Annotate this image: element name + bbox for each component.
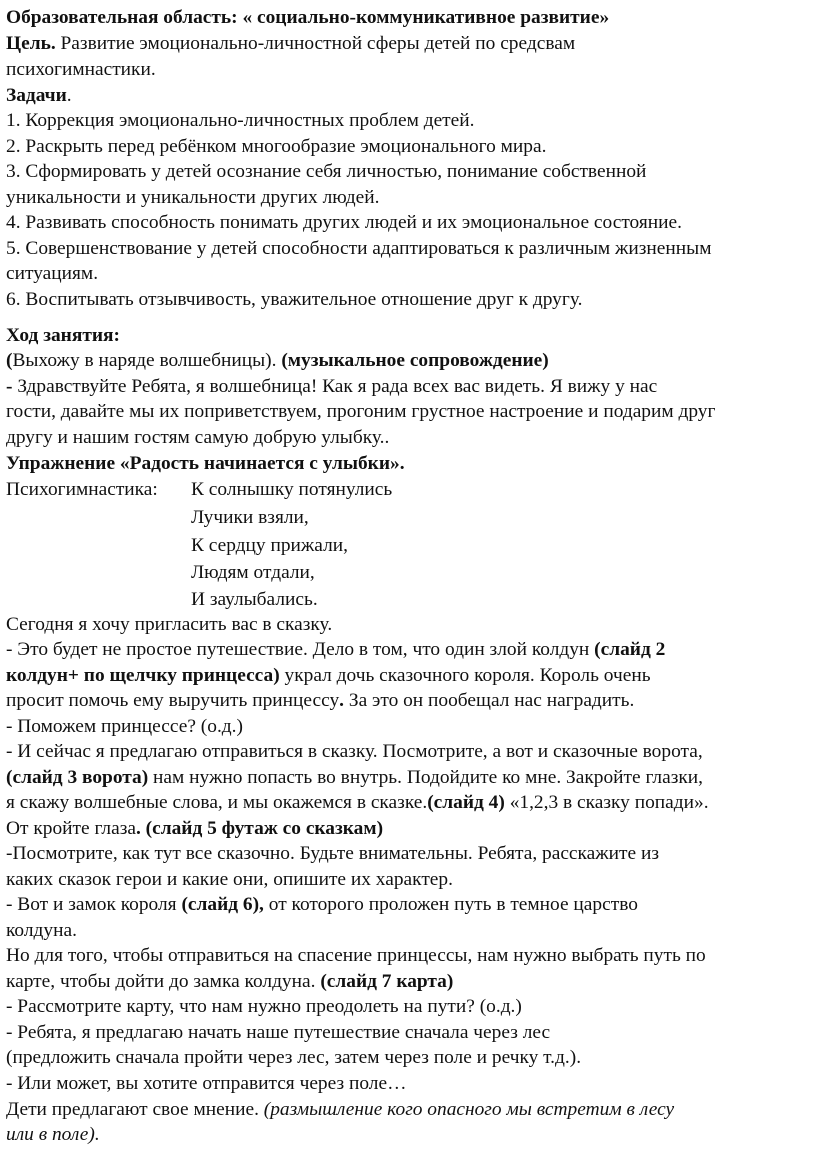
task-item-cont: уникальности и уникальности других людей. <box>6 187 380 208</box>
dash: - <box>6 376 18 397</box>
text: - Это будет не простое путешествие. Дело в том, что один злой колдун <box>6 639 595 660</box>
lesson-line: другу и нашим гостям самую добрую улыбку.. <box>6 427 390 448</box>
italic-note-cont: или в поле). <box>6 1124 100 1145</box>
lesson-line: гости, давайте мы их поприветствуем, прогоним грустное настроение и подарим друг <box>6 401 716 422</box>
paragraph-line <box>6 765 703 791</box>
text: карте, чтобы дойти до замка колдуна. <box>6 971 321 992</box>
slide-note: (слайд 4) <box>427 792 505 813</box>
goal-text-cont: психогимнастики. <box>6 59 156 80</box>
paragraph-line: колдуна. <box>6 920 77 941</box>
paragraph-line: - Или может, вы хотите отправится через поле… <box>6 1073 407 1094</box>
psycho-label: Психогимнастика: <box>6 479 158 500</box>
paragraph-line: - Ребята, я предлагаю начать наше путешествие сначала через лес <box>6 1022 551 1043</box>
task-item: 5. Совершенствование у детей способности адаптироваться к различным жизненным <box>6 238 712 259</box>
task-item: 2. Раскрыть перед ребёнком многообразие эмоционального мира. <box>6 136 547 157</box>
lesson-line <box>6 348 549 374</box>
slide-note: . (слайд 5 футаж со сказкам) <box>135 818 384 839</box>
dot: . <box>339 690 345 711</box>
paragraph-line: -Посмотрите, как тут все сказочно. Будьте внимательны. Ребята, расскажите из <box>6 843 660 864</box>
text: За это он пообещал нас наградить. <box>344 690 635 711</box>
text: нам нужно попасть во внутрь. Подойдите ко мне. Закройте глазки, <box>148 767 704 788</box>
paragraph-line <box>6 637 665 663</box>
lesson-text: Выхожу в наряде волшебницы). <box>12 350 282 371</box>
goal-text: Развитие эмоционально-личностной сферы детей по средсвам <box>55 33 576 54</box>
text: я скажу волшебные слова, и мы окажемся в сказке. <box>6 792 428 813</box>
lesson-title: Ход занятия: <box>6 325 120 346</box>
paragraph-line: - Поможем принцессе? (о.д.) <box>6 716 243 737</box>
exercise-title: Упражнение «Радость начинается с улыбки». <box>6 453 405 474</box>
paragraph-line: Сегодня я хочу пригласить вас в сказку. <box>6 614 333 635</box>
text: От кройте глаза <box>6 818 136 839</box>
paragraph-line <box>6 663 651 689</box>
paren: ( <box>6 350 13 371</box>
text: от которого проложен путь в темное царство <box>263 894 638 915</box>
paragraph-line <box>6 790 709 816</box>
slide-note: (слайд 6), <box>181 894 264 915</box>
poem-line: Людям отдали, <box>191 562 315 583</box>
poem-line: И заулыбались. <box>191 589 318 610</box>
poem-line: К солнышку потянулись <box>191 479 393 500</box>
lesson-text: Здравствуйте Ребята, я волшебница! Как я рада всех вас видеть. Я вижу у нас <box>17 376 658 397</box>
text: «1,2,3 в сказку попади». <box>504 792 709 813</box>
text: Дети предлагают свое мнение. <box>6 1099 264 1120</box>
paragraph-line <box>6 688 634 714</box>
tasks-heading <box>6 83 72 109</box>
educational-area-heading: Образовательная область: « социально-коммуникативное развитие» <box>6 7 610 28</box>
slide-note: колдун+ по щелчку принцесса) <box>6 665 280 686</box>
task-item: 3. Сформировать у детей осознание себя личностью, понимание собственной <box>6 161 647 182</box>
paragraph-line <box>6 1097 674 1123</box>
paragraph-line: (предложить сначала пройти через лес, затем через поле и речку т.д.). <box>6 1047 582 1068</box>
slide-note: (слайд 7 карта) <box>320 971 454 992</box>
paragraph-line: - Рассмотрите карту, что нам нужно преодолеть на пути? (о.д.) <box>6 996 522 1017</box>
paragraph-line: каких сказок герои и какие они, опишите их характер. <box>6 869 453 890</box>
task-item-cont: ситуациям. <box>6 263 99 284</box>
text: украл дочь сказочного короля. Король очень <box>279 665 651 686</box>
goal-line <box>6 31 575 57</box>
goal-label: Цель. <box>6 33 56 54</box>
tasks-label: Задачи <box>6 85 67 106</box>
slide-note: (слайд 2 <box>594 639 666 660</box>
paragraph-line <box>6 969 453 995</box>
slide-note: (слайд 3 ворота) <box>6 767 149 788</box>
text: просит помочь ему выручить принцессу <box>6 690 340 711</box>
tasks-dot: . <box>66 85 72 106</box>
text: - Вот и замок короля <box>6 894 182 915</box>
paragraph-line: Но для того, чтобы отправиться на спасение принцессы, нам нужно выбрать путь по <box>6 945 706 966</box>
poem-line: Лучики взяли, <box>191 507 309 528</box>
paragraph-line: - И сейчас я предлагаю отправиться в сказку. Посмотрите, а вот и сказочные ворота, <box>6 741 703 762</box>
task-item: 6. Воспитывать отзывчивость, уважительное отношение друг к другу. <box>6 289 583 310</box>
poem-line: К сердцу прижали, <box>191 535 348 556</box>
task-item: 4. Развивать способность понимать других людей и их эмоциональное состояние. <box>6 212 682 233</box>
paragraph-line <box>6 892 638 918</box>
italic-note: (размышление кого опасного мы встретим в лесу <box>263 1099 675 1120</box>
paragraph-line <box>6 816 383 842</box>
task-item: 1. Коррекция эмоционально-личностных проблем детей. <box>6 110 475 131</box>
music-note: (музыкальное сопровождение) <box>281 350 549 371</box>
lesson-line <box>6 374 657 400</box>
